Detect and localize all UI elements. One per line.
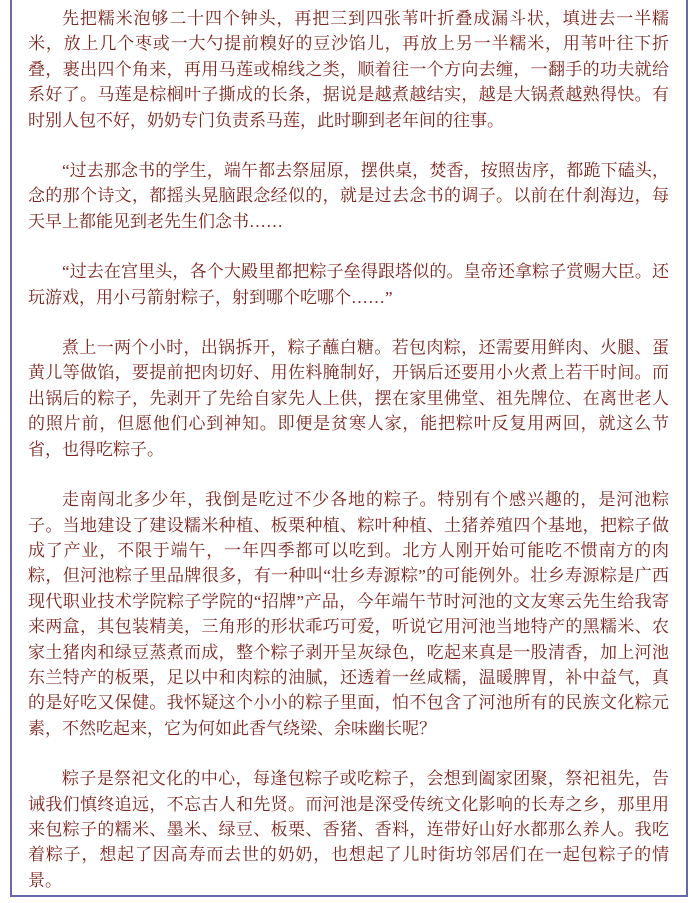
paragraph: “过去那念书的学生，端午都去祭屈原，摆供桌，焚香，按照齿序，都跪下磕头，念的那个诗文，都摇头晃脑跟念经似的，就是过去念书的调子。以前在什刹海边，每天早上都能见到老先生们念书…… [28, 161, 669, 231]
document-text-body [28, 6, 669, 893]
paragraph: 走南闯北多少年，我倒是吃过不少各地的粽子。特别有个感兴趣的，是河池粽子。当地建设了建设糯米种植、板栗种植、粽叶种植、土猪养殖四个基地，把粽子做成了产业，不限于端午，一年四季都可以吃到。北方人刚开始可能吃不惯南方的肉粽，但河池粽子里品牌很多，有一种叫“壮乡寿源粽”的可能例外。壮乡寿源粽是广西现代职业技术学院粽子学院的“招牌”产品，今年端午节时河池的文友寒云先生给我寄来两盒，其包装精美，三角形的形状乖巧可爱，听说它用河池当地特产的黑糯米、农家土猪肉和绿豆蒸煮而成，整个粽子剥开呈灰绿色，吃起来真是一股清香，加上河池东兰特产的板栗，足以中和肉粽的油腻，还透着一丝咸糯，温暖脾胃，补中益气，真的是好吃又保健。我怀疑这个小小的粽子里面，怕不包含了河池所有的民族文化粽元素，不然吃起来，它为何如此香气绕梁、余味幽长呢？ [28, 490, 669, 738]
paragraph: 先把糯米泡够二十四个钟头，再把三到四张苇叶折叠成漏斗状，填进去一半糯米，放上几个枣或一大勺提前糗好的豆沙馅儿，再放上另一半糯米，用苇叶往下折叠，裹出四个角来，再用马莲或棉线之类，顺着往一个方向去缠，一翻手的功夫就给系好了。马莲是棕榈叶子撕成的长条，据说是越煮越结实，越是大锅煮越熟得快。有时别人包不好，奶奶专门负责系马莲，此时聊到老年间的往事。 [28, 9, 669, 130]
paragraph: 煮上一两个小时，出锅拆开，粽子蘸白糖。若包肉粽，还需要用鲜肉、火腿、蛋黄儿等做馅，要提前把肉切好、用佐料腌制好，开锅后还要用小火煮上若干时间。而出锅后的粽子，先剥开了先给自家先人上供，摆在家里佛堂、祖先牌位、在离世老人的照片前，但愿他们心到神知。即便是贫寒人家，能把粽叶反复用两回，就这么节省，也得吃粽子。 [28, 338, 669, 459]
document-page [10, 0, 688, 897]
paragraph: “过去在宫里头，各个大殿里都把粽子垒得跟塔似的。皇帝还拿粽子赏赐大臣。还玩游戏，用小弓箭射粽子，射到哪个吃哪个……” [28, 262, 669, 307]
paragraph: 粽子是祭祀文化的中心，每逢包粽子或吃粽子，会想到阖家团聚，祭祀祖先，告诫我们慎终追远，不忘古人和先贤。而河池是深受传统文化影响的长寿之乡，那里用来包粽子的糯米、墨米、绿豆、板栗、香猪、香料，连带好山好水都那么养人。我吃着粽子，想起了因高寿而去世的奶奶，也想起了儿时街坊邻居们在一起包粽子的情景。 [28, 769, 669, 890]
